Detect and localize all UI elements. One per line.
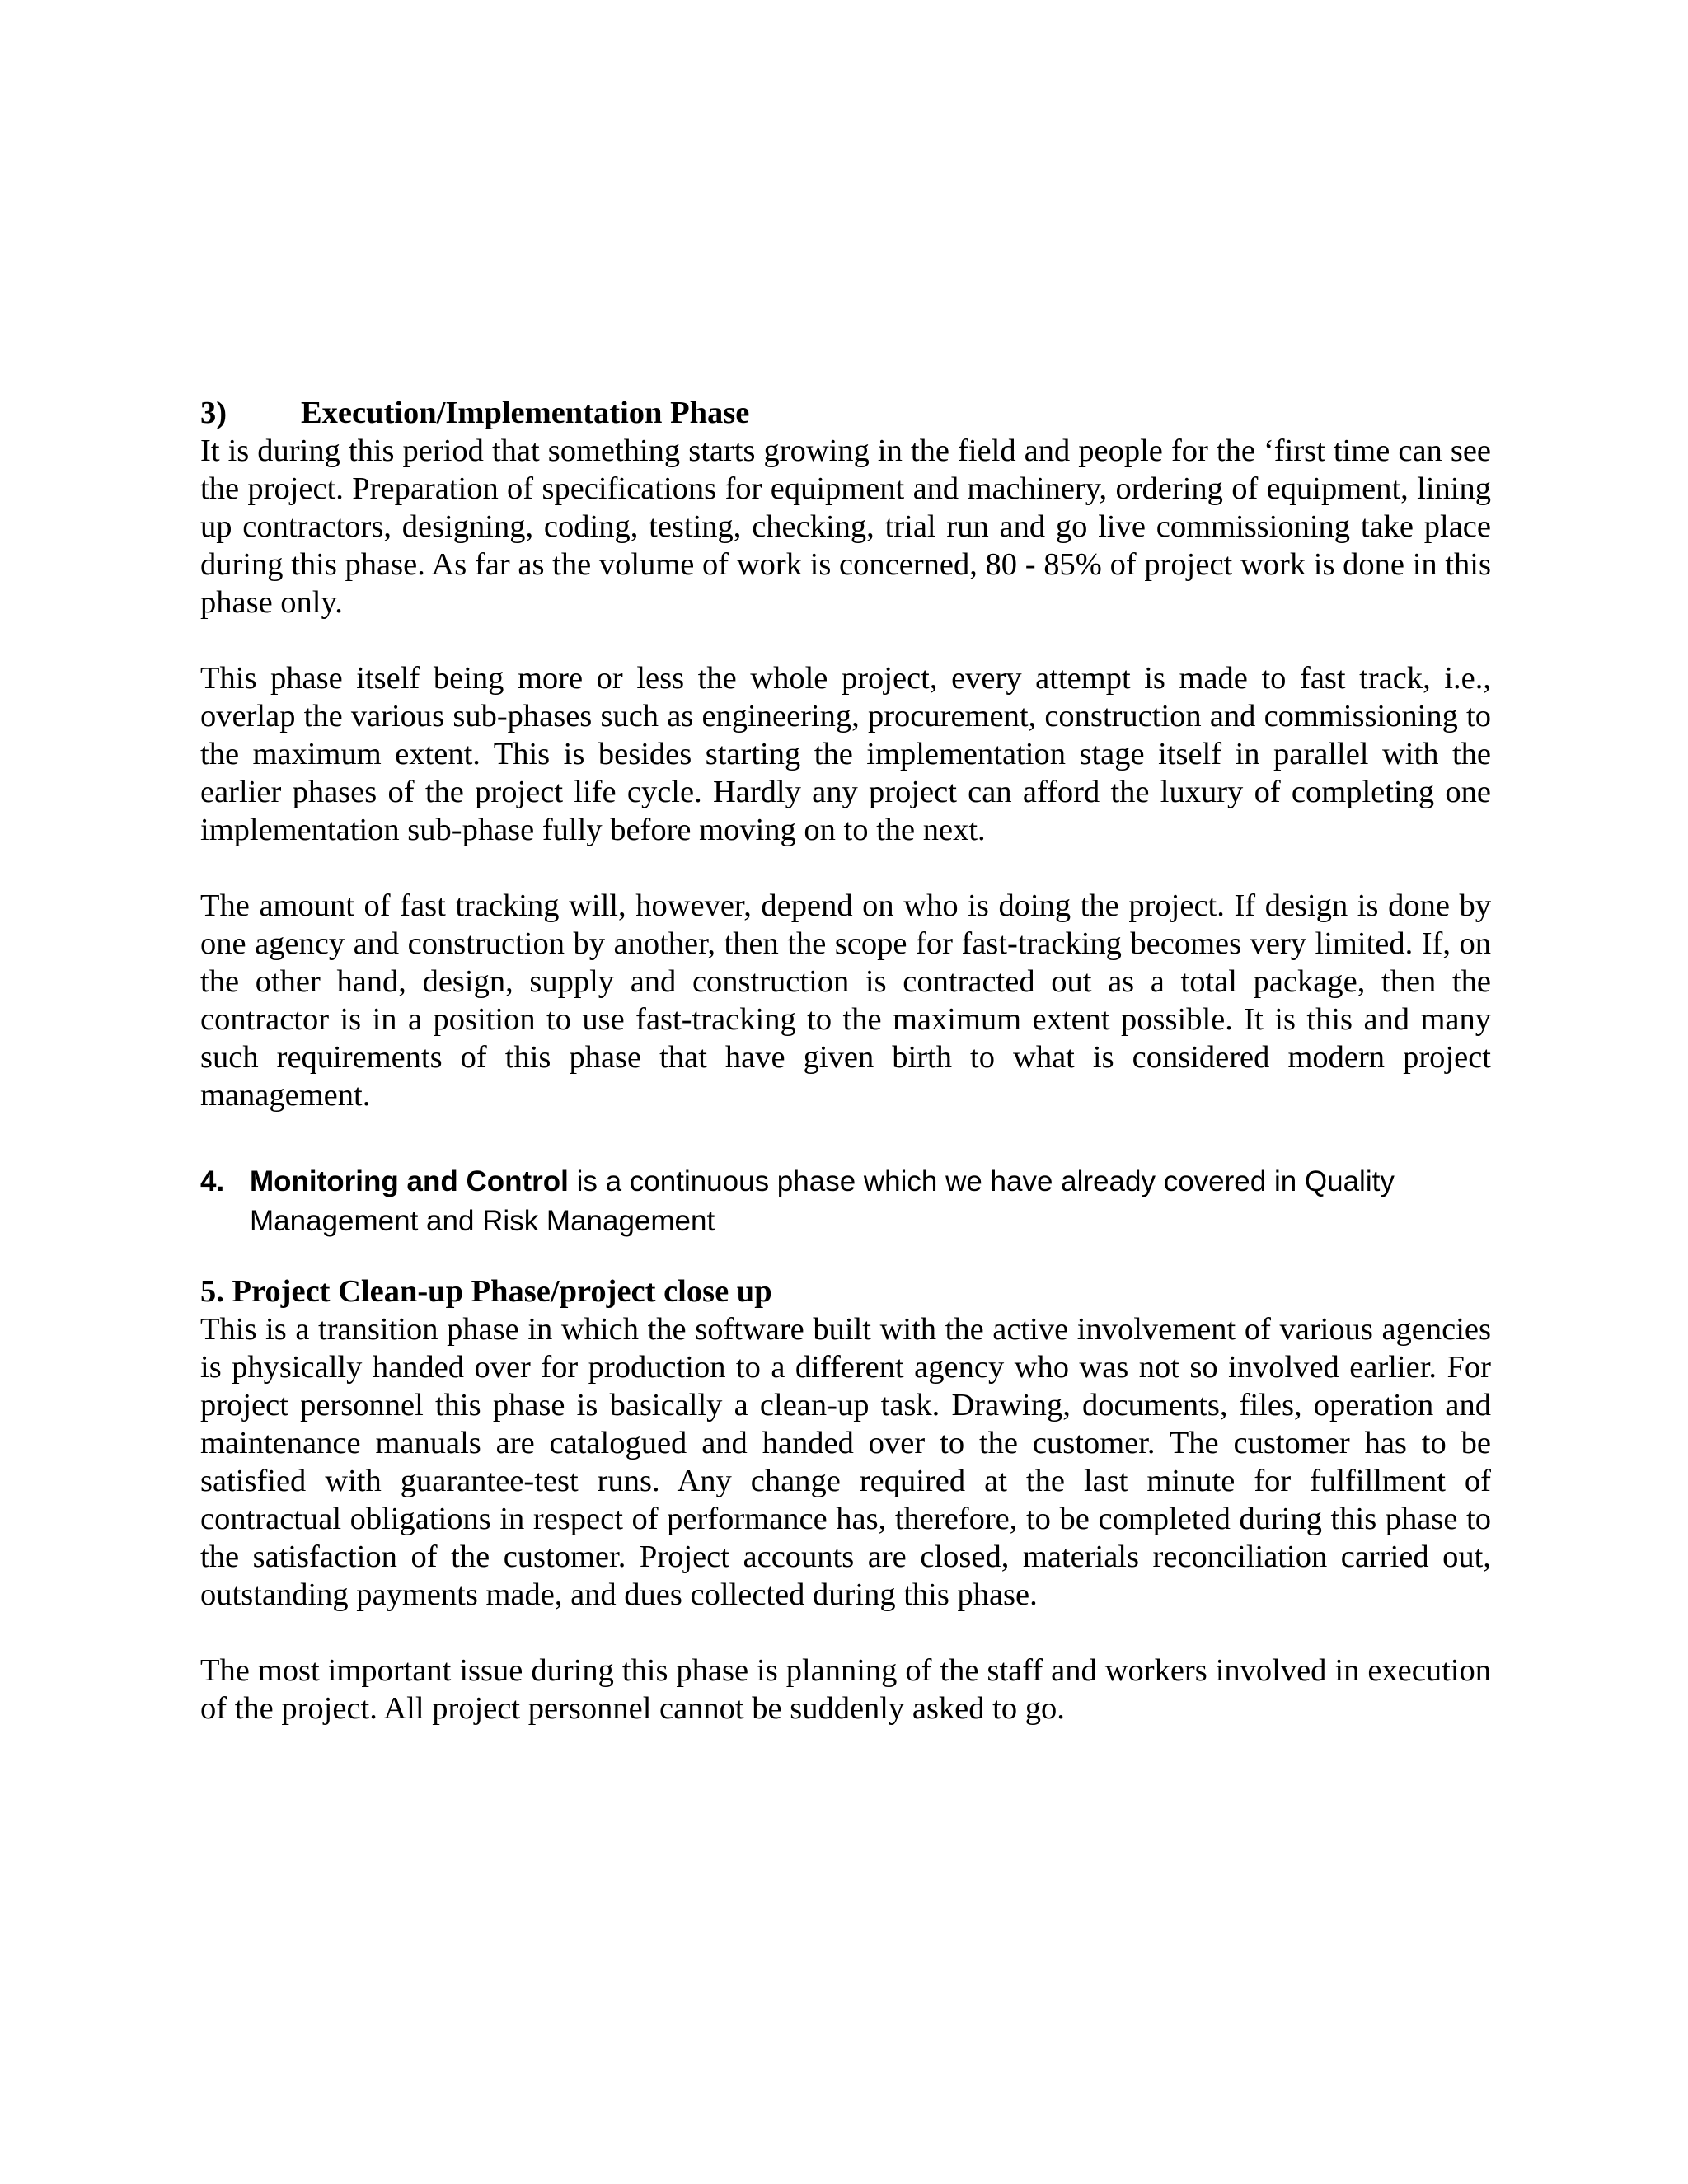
section-4-marker: 4. [200, 1165, 225, 1197]
section-5-paragraph-1: This is a transition phase in which the software built with the active involvement of various agencies is physically handed over for production to a different agency who was not so involved earlier. For project personnel this phase is basically a clean-up task. Drawing, documents, files, operation and maintenance manuals are catalogued and handed over to the customer. The customer has to be satisfied with guarantee-test runs. Any change required at the last minute for fulfillment of contractual obligations in respect of performance has, therefore, to be completed during this phase to the satisfaction of the customer. Project accounts are closed, materials reconciliation carried out, outstanding payments made, and dues collected during this phase. [200, 1312, 1491, 1612]
document-page [200, 394, 1491, 1727]
section-4-text [250, 1162, 1491, 1241]
section-3-heading [200, 394, 1491, 432]
section-5-heading: 5. Project Clean-up Phase/project close up [200, 1274, 772, 1309]
section-3-title: Execution/Implementation Phase [301, 396, 750, 430]
section-4-title: Monitoring and Control [250, 1165, 569, 1197]
section-3-paragraph-2: This phase itself being more or less the whole project, every attempt is made to fast track, i.e., overlap the various sub-phases such as engineering, procurement, construction and commissioning to the maximum extent. This is besides starting the implementation stage itself in parallel with the earlier phases of the project life cycle. Hardly any project can afford the luxury of completing one implementation sub-phase fully before moving on to the next. [200, 661, 1491, 847]
section-4-description: is a continuous phase which we have already covered in Quality Management and Risk Management [250, 1165, 1395, 1237]
section-3-number: 3) [200, 396, 227, 430]
section-3-paragraph-3: The amount of fast tracking will, however, depend on who is doing the project. If design is done by one agency and construction by another, then the scope for fast-tracking becomes very limited. If, on the other hand, design, supply and construction is contracted out as a total package, then the contractor is in a position to use fast-tracking to the maximum extent possible. It is this and many such requirements of this phase that have given birth to what is considered modern project management. [200, 888, 1491, 1113]
section-5-paragraph-2: The most important issue during this phase is planning of the staff and workers involved in execution of the project. All project personnel cannot be suddenly asked to go. [200, 1653, 1491, 1726]
section-3-paragraph-1: It is during this period that something starts growing in the field and people for the ‘first time can see the project. Preparation of specifications for equipment and machinery, ordering of equipment, lining up contractors, designing, coding, testing, checking, trial run and go live commissioning take place during this phase. As far as the volume of work is concerned, 80 - 85% of project work is done in this phase only. [200, 434, 1491, 620]
section-4-list-item [200, 1162, 1491, 1241]
